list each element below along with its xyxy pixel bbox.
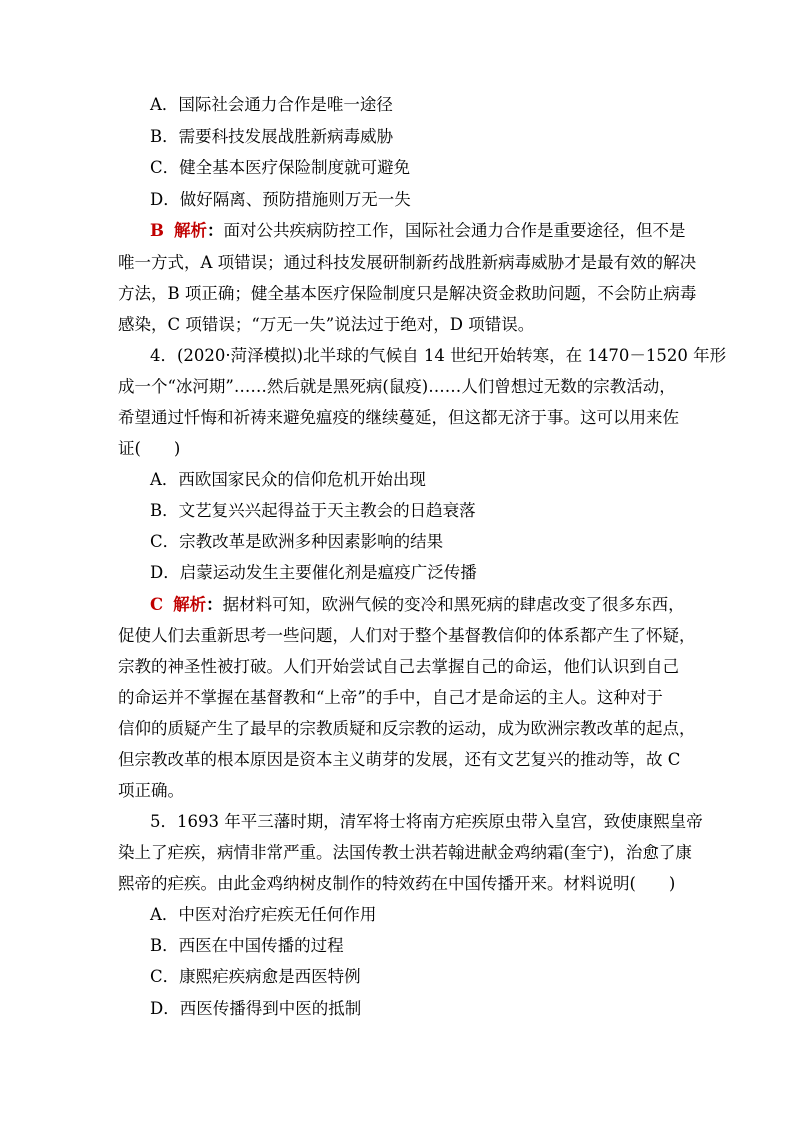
q5-stem-line-2: 染上了疟疾，病情非常严重。法国传教士洪若翰进献金鸡纳霜(奎宁)，治愈了康 <box>118 843 692 862</box>
q4-analysis-text-7: 项正确。 <box>118 781 184 800</box>
q3-analysis-text-1: 面对公共疾病防控工作，国际社会通力合作是重要途径，但不是 <box>223 221 686 240</box>
q4-answer-line-1 <box>150 594 685 616</box>
q3-analysis-text-2: 唯一方式，A 项错误；通过科技发展研制新药战胜新病毒威胁才是最有效的解决 <box>118 253 697 272</box>
q4-analysis-text-4: 的命运并不掌握在基督教和“上帝”的手中，自己才是命运的主人。这种对于 <box>118 688 663 707</box>
q4-analysis-text-1: 据材料可知，欧洲气候的变冷和黑死病的肆虐改变了很多东西， <box>222 595 685 614</box>
q3-option-d: D．做好隔离、预防措施则万无一失 <box>150 190 411 209</box>
q4-option-a: A．西欧国家民众的信仰危机开始出现 <box>150 470 426 489</box>
q4-answer-letter: C <box>150 595 164 614</box>
q4-analysis-text-6: 但宗教改革的根本原因是资本主义萌芽的发展，还有文艺复兴的推动等，故 C <box>118 750 681 769</box>
q4-analysis-text-3: 宗教的神圣性被打破。人们开始尝试自己去掌握自己的命运，他们认识到自己 <box>118 657 679 676</box>
q3-answer-line-1 <box>150 220 686 242</box>
q3-analysis-colon: ： <box>206 221 224 240</box>
q4-stem-line-3: 希望通过忏悔和祈祷来避免瘟疫的继续蔓延，但这都无济于事。这可以用来佐 <box>118 408 679 427</box>
q4-stem-line-1: 4．(2020·菏泽模拟)北半球的气候自 14 世纪开始转寒，在 1470－1520 年形 <box>150 346 727 365</box>
q4-stem-line-4: 证( ) <box>118 439 181 458</box>
q3-option-c: C．健全基本医疗保险制度就可避免 <box>150 158 411 177</box>
q4-analysis-text-5: 信仰的质疑产生了最早的宗教质疑和反宗教的运动，成为欧洲宗教改革的起点， <box>118 719 696 738</box>
q5-stem-line-1: 5．1693 年平三藩时期，清军将士将南方疟疾原虫带入皇宫，致使康熙皇帝 <box>150 812 703 831</box>
q4-analysis-tag: 解析 <box>173 595 207 614</box>
q5-stem-line-3: 熙帝的疟疾。由此金鸡纳树皮制作的特效药在中国传播开来。材料说明( ) <box>118 874 676 893</box>
q3-option-b: B．需要科技发展战胜新病毒威胁 <box>150 127 394 146</box>
q3-analysis-text-4: 感染，C 项错误；“万无一失”说法过于绝对，D 项错误。 <box>118 315 535 334</box>
q3-analysis-tag: 解析 <box>173 221 207 240</box>
q4-option-d: D．启蒙运动发生主要催化剂是瘟疫广泛传播 <box>150 563 477 582</box>
q5-option-a: A．中医对治疗疟疾无任何作用 <box>150 905 377 924</box>
q3-answer-letter: B <box>150 221 164 240</box>
q5-option-d: D．西医传播得到中医的抵制 <box>150 999 362 1018</box>
q5-option-b: B．西医在中国传播的过程 <box>150 936 344 955</box>
q4-analysis-text-2: 促使人们去重新思考一些问题，人们对于整个基督教信仰的体系都产生了怀疑， <box>118 626 696 645</box>
q3-option-a: A．国际社会通力合作是唯一途径 <box>150 95 393 114</box>
q5-option-c: C．康熙疟疾病愈是西医特例 <box>150 967 361 986</box>
q4-option-c: C．宗教改革是欧洲多种因素影响的结果 <box>150 532 444 551</box>
q4-option-b: B．文艺复兴兴起得益于天主教会的日趋衰落 <box>150 501 476 520</box>
q4-stem-line-2: 成一个“冰河期”……然后就是黑死病(鼠疫)……人们曾想过无数的宗教活动， <box>118 377 676 396</box>
q4-analysis-colon: ： <box>206 595 223 614</box>
q3-analysis-text-3: 方法，B 项正确；健全基本医疗保险制度只是解决资金救助问题，不会防止病毒 <box>118 284 697 303</box>
